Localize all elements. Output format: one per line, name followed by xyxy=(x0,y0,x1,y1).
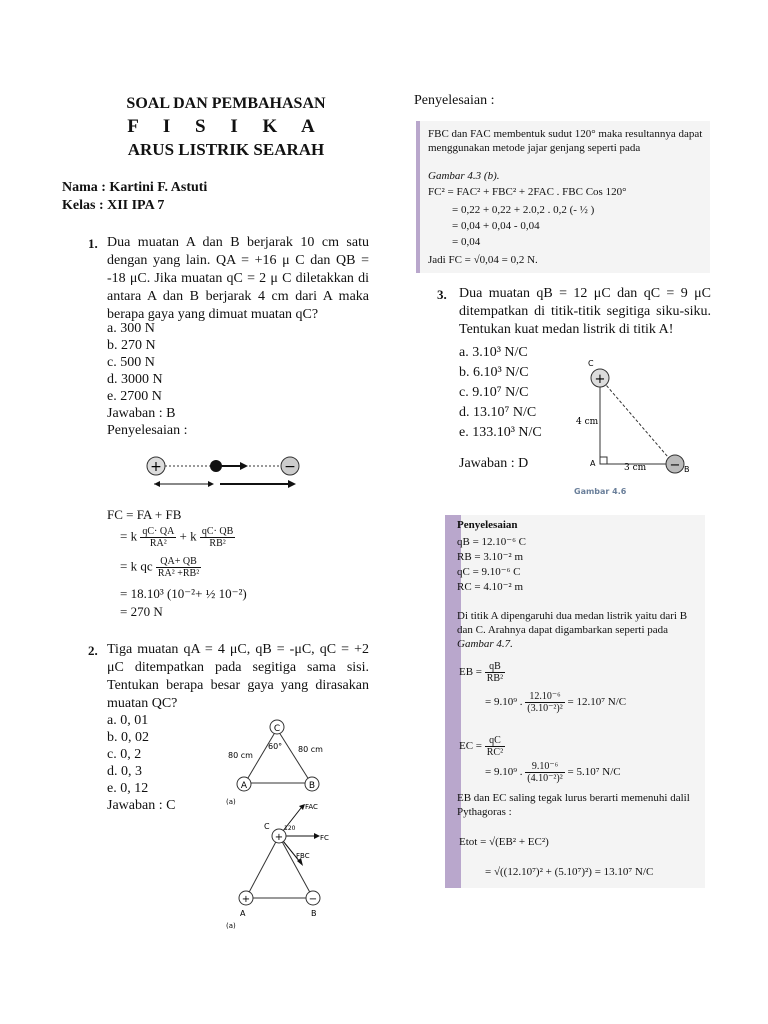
q3-solution-panel xyxy=(445,515,705,888)
formula-part: = 12.10⁷ N/C xyxy=(567,696,627,709)
panel1-eq2: = 0,22 + 0,22 + 2.0,2 . 0,2 (- ½ ) xyxy=(452,204,595,216)
q3-options xyxy=(459,343,542,443)
formula-part: EC = xyxy=(459,740,483,753)
numerator: QA+ QB xyxy=(156,556,201,568)
q1-formula-1: FC = FA + FB xyxy=(107,507,182,522)
formula-part: = 9.10⁹ . xyxy=(485,696,523,709)
panel2-figref: Gambar 4.7. xyxy=(457,638,513,650)
title-fisika: F I S I K A xyxy=(127,116,325,137)
svg-text:−: − xyxy=(669,458,681,473)
formula-part: = 9.10⁹ . xyxy=(485,766,523,779)
option: e. 2700 N xyxy=(107,389,162,404)
q3-number: 3. xyxy=(437,287,447,302)
fraction xyxy=(525,691,564,714)
vertex-a: A xyxy=(240,781,248,791)
option: d. 0, 3 xyxy=(107,764,142,779)
given-list xyxy=(457,535,526,595)
formula-part: EB = xyxy=(459,666,483,679)
numerator: 12.10⁻⁶ xyxy=(525,691,564,703)
svg-text:−: − xyxy=(308,894,318,905)
angle-label: 120 xyxy=(284,825,296,832)
fraction xyxy=(525,761,564,784)
eb-calc xyxy=(485,691,626,714)
q1-text: Dua muatan A dan B berjarak 10 cm satu dengan yang lain. QA = +16 μ C dan QB = -18 μC. Jika muatan qC = 2 μ C diletakkan di antara A dan B berjarak 4 cm dari A maka berapa gaya yang dimuat muatan qC? xyxy=(107,235,369,322)
numerator: qC· QA xyxy=(142,526,175,537)
option: a. 0, 01 xyxy=(107,713,149,728)
q1-options xyxy=(107,320,187,439)
base-label: 3 cm xyxy=(624,463,647,473)
student-class: Kelas : XII IPA 7 xyxy=(62,198,165,213)
vertex-a: A xyxy=(240,909,246,918)
q2-solution-panel xyxy=(416,121,710,273)
formula-part: = k xyxy=(120,528,138,544)
vertex-c: C xyxy=(273,724,281,734)
svg-text:+: + xyxy=(150,459,162,475)
option: e. 0, 12 xyxy=(107,781,149,796)
etot-calc: = √((12.10⁷)² + (5.10⁷)²) = 13.10⁷ N/C xyxy=(485,866,654,878)
panel1-text: FBC dan FAC membentuk sudut 120° maka resultannya dapat menggunakan metode jajar genjang seperti pada xyxy=(428,128,703,154)
option: c. 9.10⁷ N/C xyxy=(459,385,529,400)
eb-formula xyxy=(459,661,505,684)
vertex-a: A xyxy=(590,459,596,468)
q1-formula-5: = 270 N xyxy=(120,604,163,619)
side-label: 4 cm xyxy=(576,417,599,427)
numerator: qB xyxy=(485,661,505,673)
denominator: RA² +RB² xyxy=(157,568,200,579)
etot-formula: Etot = √(EB² + EC²) xyxy=(459,836,549,848)
force-bc-label: FBC xyxy=(296,852,310,860)
fraction xyxy=(200,526,235,549)
fraction xyxy=(485,661,505,684)
panel2-title: Penyelesaian xyxy=(457,519,518,531)
option: a. 300 N xyxy=(107,321,155,336)
q3-text: Dua muatan qB = 12 μC dan qC = 9 μC ditempatkan di titik-titik segitiga siku-siku. Tentukan kuat medan listrik di titik A! xyxy=(459,286,711,337)
q2-answer: Jawaban : C xyxy=(107,798,176,813)
svg-text:+: + xyxy=(274,832,284,843)
numerator: qC xyxy=(485,735,505,747)
title-soal: SOAL DAN PEMBAHASAN xyxy=(126,95,326,112)
q2-number: 2. xyxy=(88,643,98,658)
panel1-figref: Gambar 4.3 (b). xyxy=(428,170,500,182)
given-item: qB = 12.10⁻⁶ C xyxy=(457,536,527,548)
denominator: (3.10⁻²)² xyxy=(527,703,563,714)
panel1-eq4: = 0,04 xyxy=(452,236,481,248)
svg-text:+: + xyxy=(241,894,251,905)
vertex-b: B xyxy=(308,781,316,791)
fraction xyxy=(156,556,201,579)
q1-formula-3 xyxy=(120,556,201,579)
option: b. 270 N xyxy=(107,338,156,353)
svg-text:−: − xyxy=(284,459,296,475)
numerator: 9.10⁻⁶ xyxy=(525,761,564,773)
ec-formula xyxy=(459,735,505,758)
side-label-left: 80 cm xyxy=(228,751,253,760)
denominator: (4.10⁻²)² xyxy=(527,773,563,784)
panel2-pythagoras: EB dan EC saling tegak lurus berarti memenuhi dalil Pythagoras : xyxy=(457,792,690,818)
force-c-label: FC xyxy=(320,834,329,842)
figure-caption: Gambar 4.6 xyxy=(574,487,627,496)
panel1-eq5: Jadi FC = √0,04 = 0,2 N. xyxy=(428,254,538,266)
denominator: RC² xyxy=(486,747,504,758)
q2-text: Tiga muatan qA = 4 μC, qB = -μC, qC = +2 μC ditempatkan pada segitiga sama sisi. Tentukan berapa besar gaya yang dirasakan muatan QC? xyxy=(107,642,369,711)
denominator: RB² xyxy=(486,673,504,684)
right-solution-label: Penyelesaian : xyxy=(414,93,495,108)
formula-part: + k xyxy=(179,528,197,544)
figure-caption: (a) xyxy=(226,922,236,930)
denominator: RB² xyxy=(209,538,226,549)
vertex-b: B xyxy=(684,465,690,474)
q2-force-diagram xyxy=(222,800,352,935)
angle-label: 60° xyxy=(268,742,283,751)
formula-part: = 5.10⁷ N/C xyxy=(567,766,621,779)
panel-accent-bar xyxy=(416,121,420,273)
q3-triangle-diagram xyxy=(572,356,702,498)
formula-part: = k qc xyxy=(120,558,153,574)
side-label-right: 80 cm xyxy=(298,745,323,754)
option: b. 6.10³ N/C xyxy=(459,365,529,380)
q1-formula-4: = 18.10³ (10⁻²+ ½ 10⁻²) xyxy=(120,586,247,601)
vertex-c: C xyxy=(588,359,594,368)
panel1-eq1: FC² = FAC² + FBC² + 2FAC . FBC Cos 120° xyxy=(428,186,627,198)
q1-answer: Jawaban : B xyxy=(107,406,176,421)
option: c. 0, 2 xyxy=(107,747,142,762)
fraction xyxy=(485,735,505,758)
figure-caption: (a) xyxy=(226,798,236,806)
numerator: qC· QB xyxy=(201,526,234,537)
q2-options xyxy=(107,712,175,814)
force-ac-label: FAC xyxy=(305,803,318,811)
q1-charge-diagram xyxy=(140,452,310,494)
q1-formula-2 xyxy=(120,526,235,549)
fraction xyxy=(140,526,176,549)
vertex-c: C xyxy=(264,822,270,831)
q2-triangle-diagram xyxy=(222,716,342,806)
given-item: qC = 9.10⁻⁶ C xyxy=(457,566,521,578)
given-item: RC = 4.10⁻² m xyxy=(457,581,524,593)
svg-text:+: + xyxy=(594,372,606,387)
option: c. 500 N xyxy=(107,355,155,370)
ec-calc xyxy=(485,761,621,784)
panel2-text: Di titik A dipengaruhi dua medan listrik yaitu dari B dan C. Arahnya dapat digambarkan seperti pada xyxy=(457,610,688,636)
option: a. 3.10³ N/C xyxy=(459,345,528,360)
q1-number: 1. xyxy=(88,236,98,251)
panel1-eq3: = 0,04 + 0,04 - 0,04 xyxy=(452,220,540,232)
option: d. 3000 N xyxy=(107,372,163,387)
q1-solution-label: Penyelesaian : xyxy=(107,423,188,438)
option: b. 0, 02 xyxy=(107,730,149,745)
denominator: RA² xyxy=(149,538,167,549)
given-item: RB = 3.10⁻² m xyxy=(457,551,524,563)
student-name: Nama : Kartini F. Astuti xyxy=(62,180,208,195)
q3-answer: Jawaban : D xyxy=(459,456,529,471)
title-arus: ARUS LISTRIK SEARAH xyxy=(127,140,325,159)
option: d. 13.10⁷ N/C xyxy=(459,405,537,420)
vertex-b: B xyxy=(311,909,317,918)
option: e. 133.10³ N/C xyxy=(459,425,542,440)
